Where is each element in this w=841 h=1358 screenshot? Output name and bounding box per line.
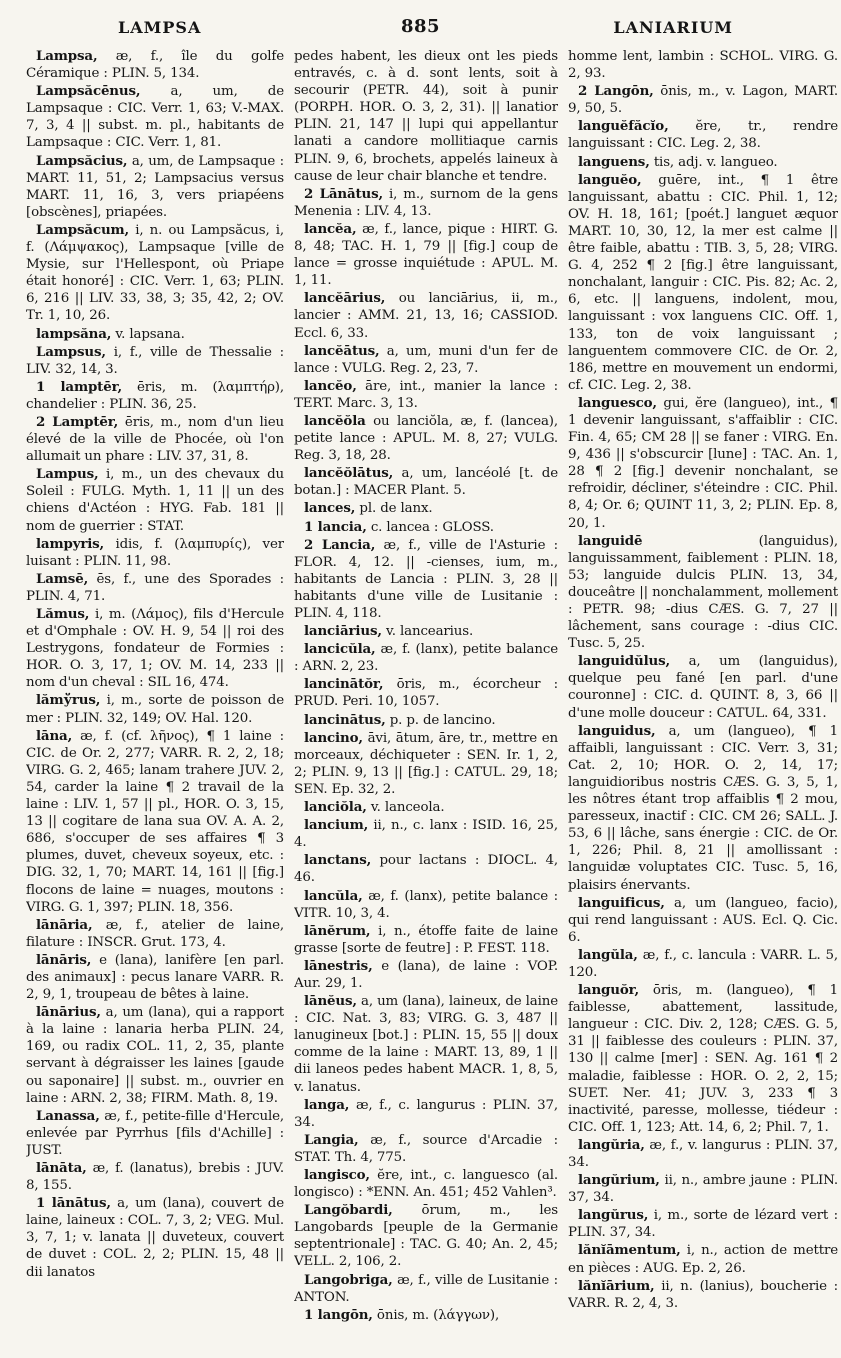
entry-headword: 1 lancia, <box>304 518 367 535</box>
entry-definition: æ, f., île du golfe Céramique : PLIN. 5, 134. <box>26 49 284 82</box>
entry-headword: Lămus, <box>36 606 90 622</box>
entry-headword: languŏr, <box>578 982 640 999</box>
entry-definition: i, m., un des chevaux du Soleil : FULG. Myth. 1, 11 || un des chiens d'Actéon : HYG. Fab. 181 || nom de guerrier : STAT. <box>26 467 284 534</box>
entry-definition: ii, n., ambre jaune : PLIN. 37, 34. <box>568 1173 838 1206</box>
entry-definition: ēris, m., nom d'un lieu élevé de la ville de Phocée, où l'on allumait un phare : LIV. 37, 31, 8. <box>26 414 284 465</box>
dictionary-entry <box>26 1108 284 1159</box>
dictionary-entry <box>294 1132 558 1166</box>
dictionary-entry <box>568 395 838 532</box>
entry-definition: æ, f., c. langurus : PLIN. 37, 34. <box>294 1097 558 1130</box>
dictionary-entry <box>26 917 284 951</box>
entry-definition: a, um (langueo), ¶ 1 affaibli, languissant : CIC. Verr. 3, 31; Cat. 2, 10; HOR. O. 2, 14, 17; languidioribus nostris CÆS. G. 3, 5, 1, les nôtres étant trop affaiblis ¶ 2 mou, paresseux, inactif : CIC. CM 26; SALL. J. 53, 6 || lâche, sans énergie : CIC. de Or. 1, 226; Phil. 8, 21 || amollissant : languidæ voluptates CIC. Tusc. 5, 16, plaisirs énervants. <box>568 723 838 893</box>
entry-definition: (languidus), languissamment, faiblement : PLIN. 18, 53; languide dulcis PLIN. 13, 34, douceâtre || nonchalamment, mollement : PETR. 98; -dius CÆS. G. 7, 27 || lâchement, sans courage : -dius CIC. Tusc. 5, 25. <box>568 533 838 652</box>
dictionary-entry <box>294 712 558 729</box>
entry-headword: languidŭlus, <box>578 653 671 670</box>
entry-definition: æ, f., ville de Lusitanie : ANTON. <box>294 1272 558 1305</box>
entry-headword: Langia, <box>304 1131 359 1148</box>
entry-definition: a, um, de Lampsaque : CIC. Verr. 1, 63; V.-MAX. 7, 3, 4 || subst. m. pl., habitants de Lampsaque : CIC. Verr. 1, 81. <box>26 84 284 151</box>
entry-definition: ĕre, int., c. languesco (al. longisco) : *ENN. An. 451; 452 Vahlen³. <box>294 1168 558 1201</box>
entry-definition: gui, ĕre (langueo), int., ¶ 1 devenir languissant, s'affaiblir : CIC. Fin. 4, 65; CM 28 || se faner : VIRG. En. 9, 436 || s'obscurcir [lune] : TAC. An. 1, 28 ¶ 2 [fig.] devenir nonchalant, se refroidir, décliner, s'éteindre : CIC. Phil. 8, 4; Or. 6; QUINT 11, 3, 2; PLIN. Ep. 8, 20, 1. <box>568 395 838 531</box>
entry-headword: lancĕātus, <box>304 342 380 359</box>
dictionary-entry <box>26 466 284 534</box>
entry-definition: homme lent, lambin : SCHOL. VIRG. G. 2, 93. <box>568 49 838 82</box>
dictionary-entry <box>568 533 838 653</box>
entry-definition: ōris, m., écorcheur : PRUD. Peri. 10, 1057. <box>294 677 558 710</box>
dictionary-entry <box>294 1272 558 1306</box>
dictionary-entry <box>26 222 284 325</box>
entry-headword: 2 Lamptēr, <box>36 413 119 430</box>
entry-definition: v. lanceola. <box>366 800 445 816</box>
entry-headword: lancinātŏr, <box>304 676 384 693</box>
entry-headword: Langobriga, <box>304 1271 393 1288</box>
dictionary-entry <box>26 153 284 221</box>
entry-headword: lampyris, <box>36 535 105 552</box>
dictionary-entry <box>568 154 838 171</box>
entry-definition: a, um, lancéolé [t. de botan.] : MACER Plant. 5. <box>294 466 558 499</box>
entry-headword: Lampsus, <box>36 343 106 360</box>
dictionary-entry <box>294 730 558 798</box>
entry-definition: æ, f., source d'Arcadie : STAT. Th. 4, 775. <box>294 1132 558 1165</box>
entry-definition: ou lanciārius, ii, m., lancier : AMM. 21, 13, 16; CASSIOD. Eccl. 6, 33. <box>294 291 558 341</box>
dictionary-entry <box>294 48 558 185</box>
header-right-guideword: LANIARIUM <box>613 18 733 37</box>
entry-headword: lancĕo, <box>304 377 357 394</box>
entry-headword: langisco, <box>304 1167 370 1183</box>
dictionary-entry <box>26 571 284 605</box>
entry-headword: lānāria, <box>36 916 93 933</box>
dictionary-entry <box>294 958 558 992</box>
entry-headword: Lampsăcēnus, <box>36 83 141 100</box>
entry-headword: lampsăna, <box>36 325 112 342</box>
entry-definition: ēris, m. (λαμπτήρ), chandelier : PLIN. 36, 25. <box>26 379 284 412</box>
entry-definition: a, um (languidus), quelque peu fané [en parl. d'une couronne] : CIC. d. QUINT. 8, 3, 66 || d'une molle douceur : CATUL. 64, 331. <box>568 654 838 721</box>
entry-headword: lāna, <box>36 727 73 744</box>
dictionary-entry <box>294 623 558 640</box>
entry-headword: lancĕŏlātus, <box>304 465 394 482</box>
entry-definition: a, um, de Lampsaque : MART. 11, 51, 2; Lampsacius versus MART. 11, 16, 3, vers priapéens [obscènes], priapées. <box>26 153 284 220</box>
entry-definition: ōris, m. (langueo), ¶ 1 faiblesse, abattement, lassitude, langueur : CIC. Div. 2, 128; CÆS. G. 5, 31 || faiblesse des couleurs : PLIN. 37, 130 || calme [mer] : SEN. Ag. 161 ¶ 2 maladie, faiblesse : HOR. O. 2, 2, 15; SUET. Ner. 41; JUV. 3, 233 ¶ 3 inactivité, paresse, mollesse, tiédeur : CIC. Off. 1, 123; Att. 14, 6, 2; Phil. 7, 1. <box>568 983 838 1135</box>
entry-definition: æ, f. (lanatus), brebis : JUV. 8, 155. <box>26 1161 284 1194</box>
entry-definition: a, um (langueo, facio), qui rend languissant : AUS. Ecl. Q. Cic. 6. <box>568 895 838 945</box>
entry-headword: lānārius, <box>36 1004 101 1021</box>
entry-definition: ēs, f., une des Sporades : PLIN. 4, 71. <box>26 571 284 604</box>
entry-definition: idis, f. (λαμπυρίς), ver luisant : PLIN. 11, 98. <box>26 536 284 569</box>
entry-headword: lancinātus, <box>304 711 386 728</box>
dictionary-entry <box>568 653 838 721</box>
entry-definition: ōrum, m., les Langobards [peuple de la Germanie septentrionale] : TAC. G. 40; An. 2, 45; VELL. 2, 106, 2. <box>294 1203 558 1270</box>
dictionary-entry <box>294 221 558 289</box>
running-header <box>14 14 827 48</box>
entry-definition: pl. de lanx. <box>355 501 433 517</box>
entry-definition: æ, f., lance, pique : HIRT. G. 8, 48; TAC. H. 1, 79 || [fig.] coup de lance = grosse inquiétude : APUL. M. 1, 11. <box>294 221 558 289</box>
dictionary-entry <box>568 723 838 894</box>
entry-headword: lanciŏla, <box>304 799 367 816</box>
entry-definition: a, um (lana), laineux, de laine : CIC. Nat. 3, 83; VIRG. G. 3, 487 || lanugineux [bot.] : PLIN. 15, 55 || doux comme de la laine : MART. 13, 89, 1 || dii laneos pedes habent MACR. 1, 8, 5, v. lanatus. <box>294 994 558 1095</box>
entry-headword: 1 lamptēr, <box>36 378 123 395</box>
entry-definition: æ, f., ville de l'Asturie : FLOR. 4, 12. || -cienses, ium, m., habitants de Lancia : PLIN. 3, 28 || habitants d'une ville de Lusitanie : PLIN. 4, 118. <box>294 537 558 621</box>
dictionary-entry <box>568 895 838 946</box>
entry-headword: languĕfăcĭo, <box>578 118 669 135</box>
dictionary-entry <box>568 1207 838 1241</box>
dictionary-entry <box>294 1167 558 1201</box>
entry-definition: ĕre, tr., rendre languissant : CIC. Leg. 2, 38. <box>568 119 838 152</box>
entry-definition: ōnis, m. (λάγγων), <box>372 1307 500 1323</box>
dictionary-entry <box>26 1195 284 1280</box>
entry-headword: langŭrium, <box>578 1172 660 1189</box>
dictionary-entry <box>26 326 284 343</box>
entry-definition: æ, f. (lanx), petite balance : VITR. 10, 3, 4. <box>294 888 558 921</box>
entry-headword: Langŏbardi, <box>304 1202 393 1219</box>
entry-headword: lancĕŏla <box>304 412 366 429</box>
dictionary-entry <box>568 1242 838 1276</box>
entry-headword: lānāris, <box>36 951 92 968</box>
dictionary-entry <box>568 172 838 394</box>
entry-headword: lancĕārius, <box>304 290 386 307</box>
entry-definition: i, m., sorte de lézard vert : PLIN. 37, 34. <box>568 1208 838 1241</box>
dictionary-entry <box>294 993 558 1096</box>
dictionary-entry <box>294 888 558 922</box>
dictionary-entry <box>568 1137 838 1171</box>
entry-definition: guēre, int., ¶ 1 être languissant, abattu : CIC. Phil. 1, 12; OV. H. 18, 161; [poét.] languet æquor MART. 10, 30, 12, la mer est calme || être faible, abattu : TIB. 3, 5, 28; VIRG. G. 4, 252 ¶ 2 [fig.] être languissant, nonchalant, languir : CIC. Pis. 82; Ac. 2, 6, etc. || languens, indolent, mou, languissant : vox languens CIC. Off. 1, 133, ton de voix languissant ; languentem commovere CIC. de Or. 2, 186, mettre en mouvement un endormi, cf. CIC. Leg. 2, 38. <box>568 172 838 393</box>
entry-definition: ōnis, m., v. Lagon, MART. 9, 50, 5. <box>568 84 838 117</box>
entry-definition: i, f., ville de Thessalie : LIV. 32, 14, 3. <box>26 344 284 377</box>
entry-definition: æ, f., atelier de laine, filature : INSCR. Grut. 173, 4. <box>26 917 284 950</box>
dictionary-entry <box>294 343 558 377</box>
dictionary-entry <box>26 952 284 1003</box>
entry-headword: lancicŭla, <box>304 641 376 658</box>
dictionary-entry <box>294 1097 558 1131</box>
entry-definition: c. lancea : GLOSS. <box>366 519 494 535</box>
dictionary-entry <box>568 1172 838 1206</box>
entry-headword: lānĕus, <box>304 993 357 1010</box>
entry-headword: 2 Lancia, <box>304 536 376 553</box>
entry-headword: lanctans, <box>304 852 372 869</box>
dictionary-entry <box>294 519 558 536</box>
entry-headword: langŭrus, <box>578 1207 649 1224</box>
entry-definition: ou lanciŏla, æ, f. (lancea), petite lance : APUL. M. 8, 27; VULG. Reg. 3, 18, 28. <box>294 413 558 464</box>
entry-headword: lances, <box>304 500 356 517</box>
entry-definition: i, n. ou Lampsăcus, i, f. (Λάμψακος), Lampsaque [ville de Mysie, sur l'Hellespont, où Priape était honoré] : CIC. Verr. 1, 63; PLIN. 6, 216 || LIV. 33, 38, 3; 35, 42, 2; OV. Tr. 1, 10, 26. <box>26 222 284 324</box>
entry-headword: lănĭārium, <box>578 1277 655 1294</box>
entry-definition: v. lancearius. <box>381 624 474 640</box>
entry-headword: langa, <box>304 1096 350 1113</box>
dictionary-entry <box>294 465 558 499</box>
entry-definition: ii, n. (lanius), boucherie : VARR. R. 2, 4, 3. <box>568 1278 838 1311</box>
text-columns <box>26 48 838 1358</box>
dictionary-entry <box>294 378 558 412</box>
entry-headword: languidus, <box>578 722 656 739</box>
dictionary-entry <box>294 500 558 517</box>
entry-definition: æ, f. (lanx), petite balance : ARN. 2, 23. <box>294 642 558 675</box>
entry-definition: i, m. (Λάμος), fils d'Hercule et d'Omphale : OV. H. 9, 54 || roi des Lestrygons, fondateur de Formies : HOR. O. 3, 17, 1; OV. M. 14, 233 || nom d'un cheval : SIL 16, 474. <box>26 607 284 691</box>
dictionary-entry <box>568 83 838 117</box>
dictionary-entry <box>568 947 838 981</box>
dictionary-entry <box>294 817 558 851</box>
entry-headword: Lampsăcius, <box>36 152 128 169</box>
entry-headword: Lampsa, <box>36 48 98 64</box>
entry-definition: æ, f., petite-fille d'Hercule, enlevée par Pyrrhus [fils d'Achille] : JUST. <box>26 1108 284 1158</box>
dictionary-entry <box>568 1278 838 1312</box>
entry-headword: Lampus, <box>36 466 99 483</box>
entry-definition: v. lapsana. <box>111 326 185 342</box>
dictionary-entry <box>568 118 838 152</box>
column-1 <box>26 48 284 1358</box>
dictionary-entry <box>26 606 284 691</box>
entry-headword: lānestris, <box>304 957 373 974</box>
dictionary-entry <box>294 537 558 622</box>
dictionary-entry <box>26 692 284 726</box>
entry-headword: lānāta, <box>36 1160 87 1176</box>
entry-headword: lanciārius, <box>304 623 382 640</box>
entry-headword: lancium, <box>304 817 369 834</box>
entry-headword: Lanassa, <box>36 1107 100 1124</box>
entry-headword: Lamsē, <box>36 570 89 587</box>
entry-headword: languificus, <box>578 894 665 911</box>
dictionary-entry <box>26 536 284 570</box>
entry-headword: languidē <box>578 532 643 549</box>
entry-definition: e (lana), de laine : VOP. Aur. 29, 1. <box>294 958 558 991</box>
entry-headword: 2 Langōn, <box>578 83 654 100</box>
entry-definition: i, n., action de mettre en pièces : AUG. Ep. 2, 26. <box>568 1243 838 1276</box>
dictionary-entry <box>26 1004 284 1107</box>
dictionary-entry <box>26 83 284 151</box>
entry-definition: a, um (lana), couvert de laine, laineux : COL. 7, 3, 2; VEG. Mul. 3, 7, 1; v. lanata || duveteux, couvert de duvet : COL. 2, 2; PLIN. 15, 48 || dii lanatos <box>26 1196 284 1280</box>
entry-definition: a, um, muni d'un fer de lance : VULG. Reg. 2, 23, 7. <box>294 343 558 376</box>
entry-definition: i, n., étoffe faite de laine grasse [sorte de feutre] : P. FEST. 118. <box>294 923 558 956</box>
entry-headword: 1 langōn, <box>304 1306 373 1323</box>
entry-headword: lănĭāmentum, <box>578 1242 681 1259</box>
dictionary-entry <box>294 1202 558 1270</box>
entry-headword: lancino, <box>304 729 363 746</box>
entry-definition: pedes habent, les dieux ont les pieds entravés, c. à d. sont lents, soit à secourir (PETR. 44), soit à punir (PORPH. HOR. O. 3, 2, 31). || lanatior PLIN. 21, 147 || lupi qui appellantur lanati a candore mollitiaque carnis PLIN. 9, 6, brochets, appelés laineux à cause de leur chair blanche et tendre. <box>294 49 558 184</box>
dictionary-entry <box>294 852 558 886</box>
entry-headword: langŭria, <box>578 1136 645 1153</box>
entry-headword: lānĕrum, <box>304 922 371 939</box>
entry-headword: languesco, <box>578 394 657 411</box>
dictionary-entry <box>294 290 558 341</box>
entry-definition: i, m., sorte de poisson de mer : PLIN. 32, 149; OV. Hal. 120. <box>26 693 284 726</box>
entry-definition: æ, f., v. langurus : PLIN. 37, 34. <box>568 1137 838 1170</box>
entry-definition: pour lactans : DIOCL. 4, 46. <box>294 853 558 886</box>
dictionary-entry <box>26 379 284 413</box>
dictionary-entry <box>294 799 558 816</box>
column-3 <box>568 48 838 1358</box>
dictionary-entry <box>294 1307 558 1324</box>
dictionary-entry <box>26 1160 284 1194</box>
entry-headword: 1 lānātus, <box>36 1195 111 1212</box>
entry-headword: lămўrus, <box>36 692 101 709</box>
entry-definition: p. p. de lancino. <box>385 712 496 728</box>
entry-definition: āre, int., manier la lance : TERT. Marc. 3, 13. <box>294 378 558 411</box>
entry-definition: tis, adj. v. langueo. <box>649 154 778 170</box>
entry-definition: āvi, ātum, āre, tr., mettre en morceaux, déchiqueter : SEN. Ir. 1, 2, 2; PLIN. 9, 13 || [fig.] : CATUL. 29, 18; SEN. Ep. 32, 2. <box>294 730 558 797</box>
entry-headword: 2 Lānātus, <box>304 185 384 202</box>
entry-headword: lancŭla, <box>304 887 363 904</box>
header-left-guideword: LAMPSA <box>118 18 202 37</box>
column-2 <box>294 48 558 1358</box>
entry-headword: languĕo, <box>578 171 642 188</box>
dictionary-entry <box>294 641 558 675</box>
dictionary-entry <box>568 982 838 1136</box>
dictionary-entry <box>294 923 558 957</box>
dictionary-entry <box>26 414 284 465</box>
dictionary-entry <box>568 48 838 82</box>
dictionary-entry <box>294 676 558 710</box>
entry-headword: langŭla, <box>578 946 638 963</box>
entry-definition: æ, f., c. lancula : VARR. L. 5, 120. <box>568 947 838 980</box>
entry-definition: e (lana), lanifère [en parl. des animaux] : pecus lanare VARR. R. 2, 9, 1, troupeau de bêtes à laine. <box>26 952 284 1003</box>
entry-definition: a, um (lana), qui a rapport à la laine : lanaria herba PLIN. 24, 169, ou radix COL. 11, 2, 35, plante servant à dégraisser les laines [gaude ou saponaire] || subst. m., ouvrier en laine : ARN. 2, 38; FIRM. Math. 8, 19. <box>26 1005 284 1106</box>
dictionary-entry <box>26 48 284 82</box>
dictionary-entry <box>26 344 284 378</box>
entry-headword: languens, <box>578 153 650 170</box>
dictionary-entry <box>294 413 558 464</box>
dictionary-entry <box>294 186 558 220</box>
entry-headword: lancĕa, <box>304 220 357 237</box>
entry-definition: i, m., surnom de la gens Menenia : LIV. 4, 13. <box>294 186 558 219</box>
dictionary-entry <box>26 728 284 916</box>
entry-headword: Lampsăcum, <box>36 221 130 238</box>
entry-definition: ii, n., c. lanx : ISID. 16, 25, 4. <box>294 818 558 851</box>
page-number: 885 <box>400 16 441 37</box>
entry-definition: æ, f. (cf. λῆνος), ¶ 1 laine : CIC. de Or. 2, 277; VARR. R. 2, 2, 18; VIRG. G. 2, 465; lanam trahere JUV. 2, 54, carder la laine ¶ 2 travail de la laine : LIV. 1, 57 || pl., HOR. O. 3, 15, 13 || cogitare de lana sua OV. A. A. 2, 686, s'occuper de ses affaires ¶ 3 plumes, duvet, cheveux soyeux, etc. : DIG. 32, 1, 70; MART. 14, 161 || [fig.] flocons de laine = nuages, moutons : VIRG. G. 1, 397; PLIN. 18, 356. <box>26 728 284 915</box>
